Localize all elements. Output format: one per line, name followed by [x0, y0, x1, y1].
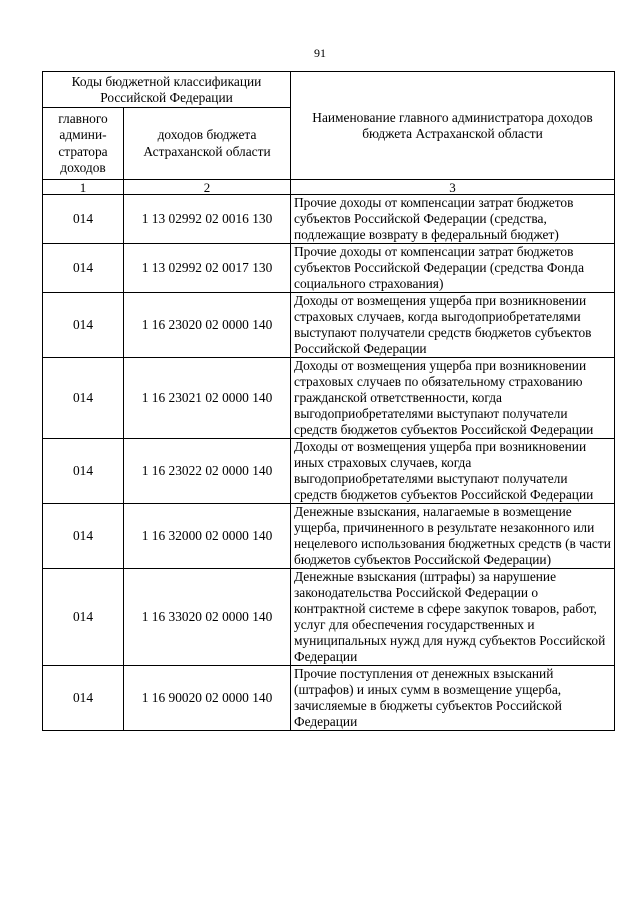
table-row — [43, 195, 615, 244]
table-row — [43, 293, 615, 358]
table-row — [43, 439, 615, 504]
administrator-name-cell: Прочие доходы от компенсации затрат бюджетов субъектов Российской Федерации (средства Фонда социального страхования) — [291, 244, 615, 293]
table-row — [43, 244, 615, 293]
table-row — [43, 569, 615, 666]
budget-code-cell: 1 13 02992 02 0016 130 — [124, 195, 291, 244]
budget-code-cell: 1 16 33020 02 0000 140 — [124, 569, 291, 666]
table-row — [43, 504, 615, 569]
page-number: 91 — [314, 46, 326, 60]
table-row — [43, 666, 615, 731]
column-number-1: 1 — [43, 180, 124, 195]
header-col2: доходов бюджета Астраханской области — [124, 108, 291, 180]
administrator-name-cell: Доходы от возмещения ущерба при возникновении страховых случаев по обязательному страхованию гражданской ответственности, когда выгодоприобретателями выступают получатели средств бюджетов субъектов Российской Федерации — [291, 358, 615, 439]
column-number-2: 2 — [124, 180, 291, 195]
admin-code-cell: 014 — [43, 293, 124, 358]
administrator-name-cell: Прочие доходы от компенсации затрат бюджетов субъектов Российской Федерации (средства, подлежащие возврату в федеральный бюджет) — [291, 195, 615, 244]
budget-code-cell: 1 16 23020 02 0000 140 — [124, 293, 291, 358]
column-number-3: 3 — [291, 180, 615, 195]
admin-code-cell: 014 — [43, 504, 124, 569]
budget-classification-table — [42, 71, 615, 731]
budget-code-cell: 1 16 23022 02 0000 140 — [124, 439, 291, 504]
header-group-title: Коды бюджетной классификации Российской Федерации — [43, 72, 291, 108]
table-header — [43, 72, 615, 195]
admin-code-cell: 014 — [43, 439, 124, 504]
budget-code-cell: 1 16 23021 02 0000 140 — [124, 358, 291, 439]
budget-code-cell: 1 13 02992 02 0017 130 — [124, 244, 291, 293]
admin-code-cell: 014 — [43, 666, 124, 731]
header-col1: главного админи-стратора доходов — [43, 108, 124, 180]
admin-code-cell: 014 — [43, 358, 124, 439]
administrator-name-cell: Прочие поступления от денежных взысканий (штрафов) и иных сумм в возмещение ущерба, зачисляемые в бюджеты субъектов Российской Федерации — [291, 666, 615, 731]
budget-code-cell: 1 16 32000 02 0000 140 — [124, 504, 291, 569]
admin-code-cell: 014 — [43, 195, 124, 244]
admin-code-cell: 014 — [43, 569, 124, 666]
administrator-name-cell: Денежные взыскания (штрафы) за нарушение законодательства Российской Федерации о контрактной системе в сфере закупок товаров, работ, услуг для обеспечения государственных и муниципальных нужд для нужд субъектов Российской Федерации — [291, 569, 615, 666]
table-row — [43, 358, 615, 439]
administrator-name-cell: Доходы от возмещения ущерба при возникновении страховых случаев, когда выгодоприобретателями выступают получатели средств бюджетов субъектов Российской Федерации — [291, 293, 615, 358]
budget-code-cell: 1 16 90020 02 0000 140 — [124, 666, 291, 731]
administrator-name-cell: Денежные взыскания, налагаемые в возмещение ущерба, причиненного в результате незаконного или нецелевого использования бюджетных средств (в части бюджетов субъектов Российской Федерации) — [291, 504, 615, 569]
table-body — [43, 195, 615, 731]
admin-code-cell: 014 — [43, 244, 124, 293]
header-col3: Наименование главного администратора доходов бюджета Астраханской области — [291, 72, 615, 180]
administrator-name-cell: Доходы от возмещения ущерба при возникновении иных страховых случаев, когда выгодоприобретателями выступают получатели средств бюджетов субъектов Российской Федерации — [291, 439, 615, 504]
